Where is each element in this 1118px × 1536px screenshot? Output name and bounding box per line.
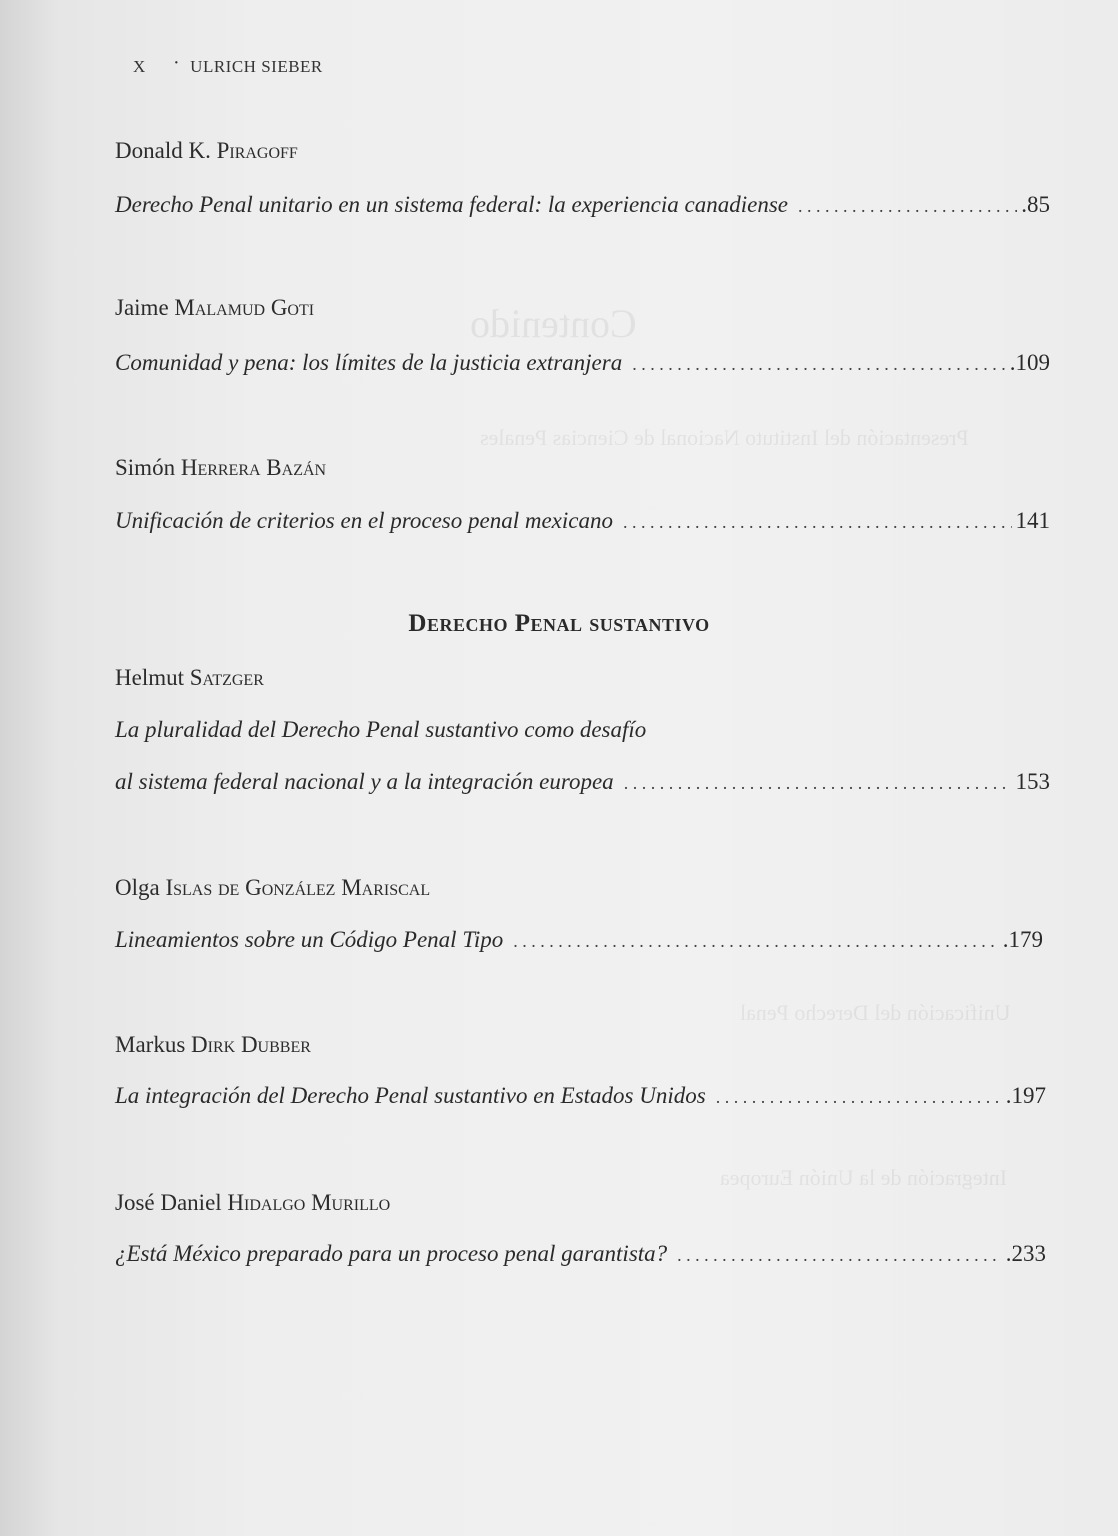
toc-entry[interactable] <box>115 769 1050 795</box>
dot-leader <box>624 773 1012 794</box>
toc-entry-title: La integración del Derecho Penal sustantivo en Estados Unidos <box>115 1083 706 1108</box>
dot-leader <box>677 1245 1002 1266</box>
toc-entry-title: Unificación de criterios en el proceso penal mexicano <box>115 508 613 533</box>
toc-entry[interactable] <box>115 927 1043 953</box>
page-number: X <box>133 57 146 76</box>
toc-entry[interactable] <box>115 350 1050 376</box>
toc-author: José Daniel Hidalgo Murillo <box>115 1190 391 1215</box>
toc-entry[interactable] <box>115 1083 1046 1109</box>
running-header <box>133 52 323 77</box>
toc-author: Markus Dirk Dubber <box>115 1032 311 1057</box>
dot-leader <box>513 931 999 952</box>
dot-leader <box>716 1087 1002 1108</box>
toc-entry-title-line1[interactable]: La pluralidad del Derecho Penal sustantivo como desafío <box>115 717 647 742</box>
toc-entry-title: al sistema federal nacional y a la integración europea <box>115 769 614 794</box>
toc-entry-page: 153 <box>1015 769 1050 794</box>
toc-author: Simón Herrera Bazán <box>115 455 327 480</box>
toc-entry-page: .233 <box>1005 1241 1046 1266</box>
toc-entry-page: .85 <box>1021 192 1050 217</box>
toc-entry-title: Derecho Penal unitario en un sistema federal: la experiencia canadiense <box>115 192 788 217</box>
toc-entry-page: .109 <box>1009 350 1050 375</box>
toc-entry-page: .197 <box>1005 1083 1046 1108</box>
toc-entry-title: Comunidad y pena: los límites de la justicia extranjera <box>115 350 623 375</box>
toc-entry[interactable] <box>115 1241 1046 1267</box>
toc-entry[interactable] <box>115 508 1050 534</box>
section-title: Derecho Penal sustantivo <box>408 610 710 637</box>
toc-entry-page: 141 <box>1015 508 1050 533</box>
dot-leader <box>623 512 1012 533</box>
toc-entry[interactable] <box>115 192 1050 218</box>
toc-author: Helmut Satzger <box>115 665 264 690</box>
toc-author: Olga Islas de González Mariscal <box>115 875 431 900</box>
dot-leader <box>798 196 1017 217</box>
running-head: ULRICH SIEBER <box>190 57 323 76</box>
bullet-dot-icon: · <box>173 52 181 74</box>
toc-author: Jaime Malamud Goti <box>115 295 315 320</box>
toc-entry-page: .179 <box>1002 927 1043 952</box>
dot-leader <box>632 354 1006 375</box>
toc-entry-title: Lineamientos sobre un Código Penal Tipo <box>115 927 504 952</box>
toc-author: Donald K. Piragoff <box>115 138 298 163</box>
toc-entry-title: ¿Está México preparado para un proceso penal garantista? <box>115 1241 668 1266</box>
